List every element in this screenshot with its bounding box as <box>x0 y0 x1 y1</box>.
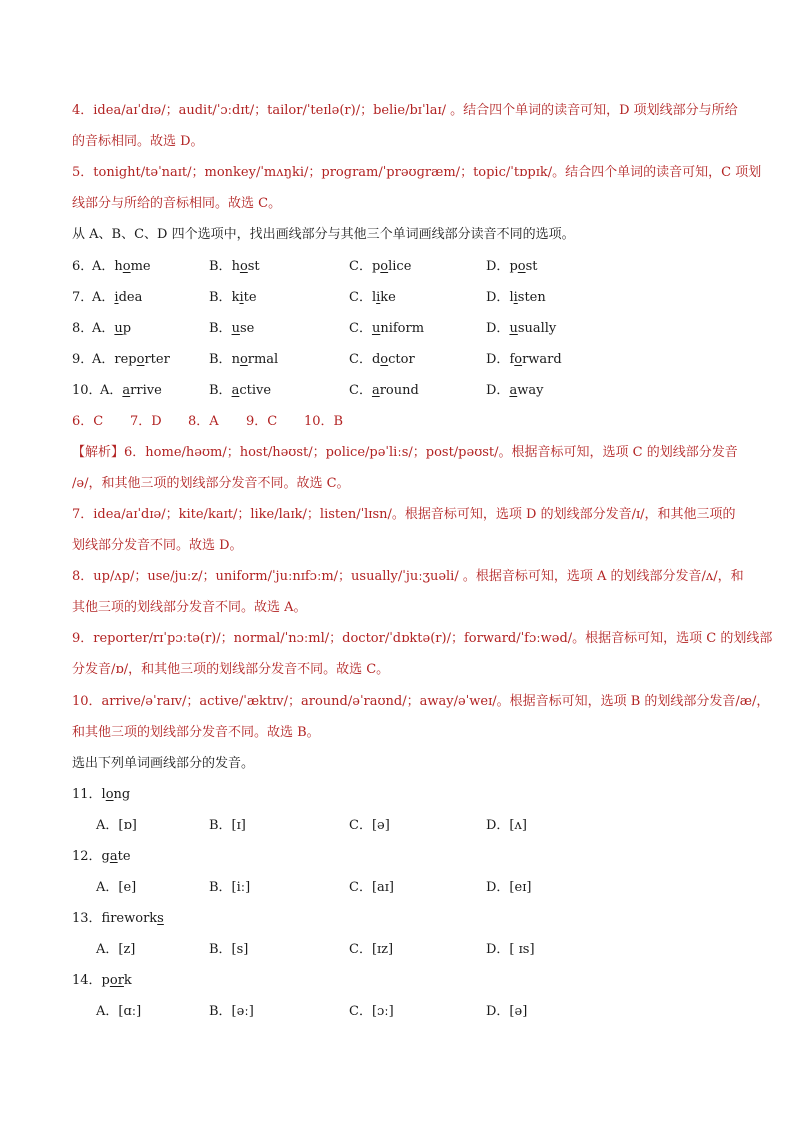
answers-line <box>72 413 472 431</box>
question-14-options <box>72 1003 732 1021</box>
question-number: 10． <box>72 383 102 398</box>
option-d: D．[ʌ] <box>486 818 527 833</box>
question-11-options <box>72 817 732 835</box>
explain-q7-line2: 划线部分发音不同。故选 D。 <box>72 538 243 553</box>
option-d: D．[ ɪs] <box>486 942 535 957</box>
option-a: A．up <box>92 321 132 336</box>
question-number: 9． <box>72 352 94 367</box>
option-c: C．[ɔː] <box>349 1004 394 1019</box>
question-10 <box>72 382 732 400</box>
option-c: C．around <box>349 383 419 398</box>
section2-instruction: 从 A、B、C、D 四个选项中，找出画线部分与其他三个单词画线部分读音不同的选项。 <box>72 227 575 242</box>
option-d: D．listen <box>486 290 546 305</box>
explain-q4-line1: 4．idea/aɪˈdɪə/；audit/ˈɔːdɪt/；tailor/ˈteɪlə(r)/；belie/bɪˈlaɪ/ 。结合四个单词的读音可知，D 项划线部分与所给 <box>72 103 738 118</box>
option-a: A．home <box>92 259 151 274</box>
option-b: B．[əː] <box>209 1004 254 1019</box>
option-d: D．forward <box>486 352 562 367</box>
question-11-stem: 11．long <box>72 787 131 802</box>
option-c: C．[aɪ] <box>349 880 394 895</box>
question-6 <box>72 258 732 276</box>
answer-6: 6．C <box>72 414 104 429</box>
explain-q5-line1: 5．tonight/təˈnaɪt/；monkey/ˈmʌŋki/；program/ˈprəʊɡræm/；topic/ˈtɒpɪk/。结合四个单词的读音可知，C 项划 <box>72 165 762 180</box>
option-c: C．police <box>349 259 412 274</box>
option-b: B．normal <box>209 352 279 367</box>
explain-q4-line2: 的音标相同。故选 D。 <box>72 134 204 149</box>
option-d: D．[eɪ] <box>486 880 532 895</box>
option-c: C．[ə] <box>349 818 390 833</box>
option-c: C．uniform <box>349 321 425 336</box>
question-8 <box>72 320 732 338</box>
question-12-options <box>72 879 732 897</box>
option-d: D．[ə] <box>486 1004 528 1019</box>
option-a: A．reporter <box>92 352 170 367</box>
explain-q6-line2: /ə/，和其他三项的划线部分发音不同。故选 C。 <box>72 476 350 491</box>
answer-8: 8．A <box>188 414 219 429</box>
question-12-stem: 12．gate <box>72 849 131 864</box>
explain-q8-line2: 其他三项的划线部分发音不同。故选 A。 <box>72 600 307 615</box>
explain-q9-line1: 9．reporter/rɪˈpɔːtə(r)/；normal/ˈnɔːml/；doctor/ˈdɒktə(r)/；forward/ˈfɔːwəd/。根据音标可知，选项 C 的划线部 <box>72 631 773 646</box>
option-a: A．[ɒ] <box>96 818 137 833</box>
option-a: A．[e] <box>96 880 137 895</box>
answer-7: 7．D <box>130 414 162 429</box>
question-7 <box>72 289 732 307</box>
option-d: D．post <box>486 259 538 274</box>
option-c: C．[ɪz] <box>349 942 394 957</box>
option-b: B．host <box>209 259 260 274</box>
question-number: 7． <box>72 290 94 305</box>
question-9 <box>72 351 732 369</box>
option-b: B．[s] <box>209 942 249 957</box>
option-a: A．arrive <box>100 383 162 398</box>
question-13-stem: 13．fireworks <box>72 911 164 926</box>
option-a: A．[z] <box>96 942 136 957</box>
option-b: B．[iː] <box>209 880 251 895</box>
option-b: B．kite <box>209 290 257 305</box>
question-14-stem: 14．pork <box>72 973 132 988</box>
option-b: B．[ɪ] <box>209 818 246 833</box>
option-d: D．usually <box>486 321 557 336</box>
option-c: C．doctor <box>349 352 415 367</box>
option-d: D．away <box>486 383 544 398</box>
explain-q10-line2: 和其他三项的划线部分发音不同。故选 B。 <box>72 725 320 740</box>
option-b: B．use <box>209 321 255 336</box>
answer-10: 10．B <box>304 414 344 429</box>
answer-9: 9．C <box>246 414 278 429</box>
option-c: C．like <box>349 290 396 305</box>
option-a: A．idea <box>92 290 143 305</box>
explain-q5-line2: 线部分与所给的音标相同。故选 C。 <box>72 196 282 211</box>
question-13-options <box>72 941 732 959</box>
option-a: A．[ɑː] <box>96 1004 142 1019</box>
question-number: 8． <box>72 321 94 336</box>
explain-q10-line1: 10．arrive/əˈraɪv/；active/ˈæktɪv/；around/əˈraʊnd/；away/əˈweɪ/。根据音标可知，选项 B 的划线部分发音/æ/， <box>72 694 770 709</box>
question-number: 6． <box>72 259 94 274</box>
explain-tag: 【解析】 <box>72 445 125 460</box>
option-b: B．active <box>209 383 272 398</box>
explain-q6-line1: 【解析】6．home/həʊm/；host/həʊst/；police/pəˈliːs/；post/pəʊst/。根据音标可知，选项 C 的划线部分发音 <box>72 445 738 460</box>
explain-q7-line1: 7．idea/aɪˈdɪə/；kite/kaɪt/；like/laɪk/；listen/ˈlɪsn/。根据音标可知，选项 D 的划线部分发音/ɪ/，和其他三项的 <box>72 507 736 522</box>
explain-q8-line1: 8．up/ʌp/；use/juːz/；uniform/ˈjuːnɪfɔːm/；usually/ˈjuːʒuəli/ 。根据音标可知，选项 A 的划线部分发音/ʌ/，和 <box>72 569 744 584</box>
section3-instruction: 选出下列单词画线部分的发音。 <box>72 756 255 771</box>
explain-q9-line2: 分发音/ɒ/，和其他三项的划线部分发音不同。故选 C。 <box>72 662 390 677</box>
